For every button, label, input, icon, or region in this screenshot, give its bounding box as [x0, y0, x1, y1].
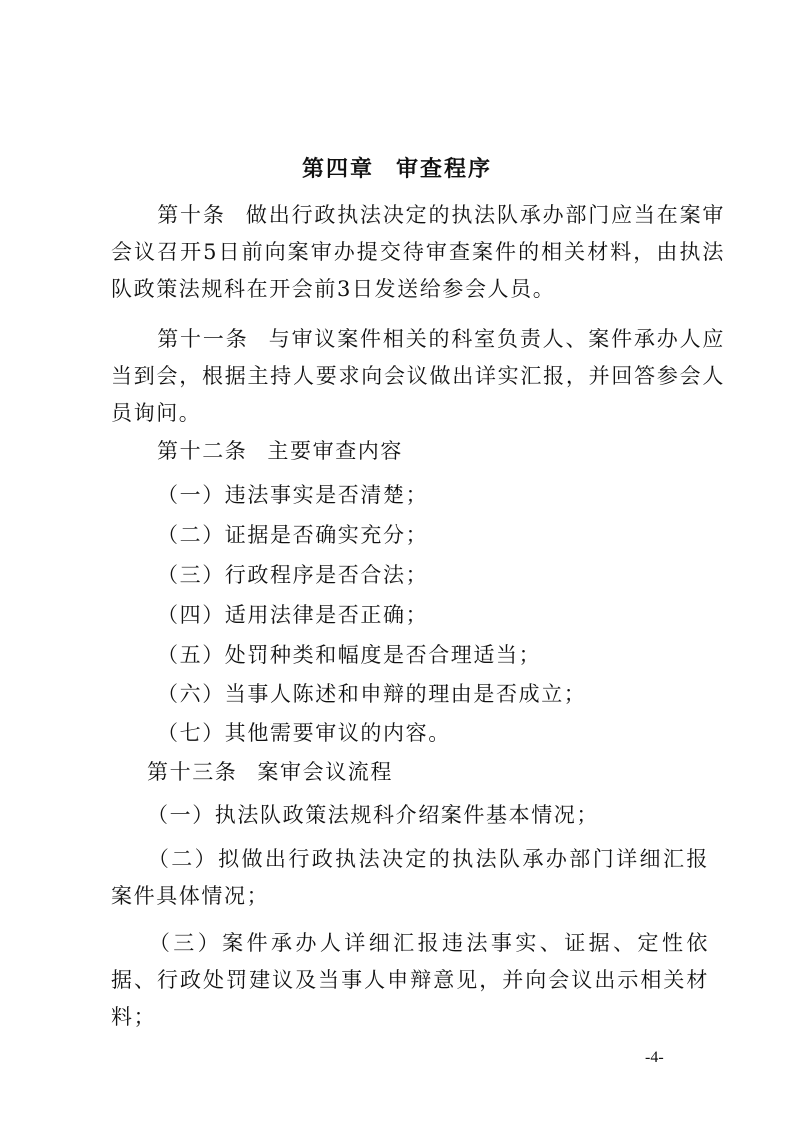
page-number: -4-	[645, 1049, 664, 1066]
article-13-item-3: （三）案件承办人详细汇报违法事实、证据、定性依据、行政处罚建议及当事人申辩意见，并向会议出示相关材料；	[111, 931, 709, 1029]
article-11-label: 第十一条	[157, 327, 249, 351]
article-13-heading	[147, 757, 393, 787]
chapter-number: 第四章	[301, 156, 374, 182]
article-12-item-1: （一）违法事实是否清楚；	[157, 483, 429, 507]
article-12-item-7: （七）其他需要审议的内容。	[157, 721, 451, 745]
chapter-heading	[0, 152, 794, 183]
article-12-item-5: （五）处罚种类和幅度是否合理适当；	[157, 643, 542, 667]
article-13-item-2: （二）拟做出行政执法决定的执法队承办部门详细汇报案件具体情况；	[111, 847, 709, 908]
article-12-heading	[157, 436, 403, 466]
article-10-label: 第十条	[157, 203, 226, 227]
article-10-paragraph	[111, 197, 725, 308]
article-10-text: 做出行政执法决定的执法队承办部门应当在案审会议召开5日前向案审办提交待审查案件的相关材料，由执法队政策法规科在开会前3日发送给参会人员。	[111, 203, 725, 301]
article-12-item-4: （四）适用法律是否正确；	[157, 603, 429, 627]
article-13-label: 第十三条	[147, 760, 238, 784]
article-13-title: 案审会议流程	[257, 760, 394, 784]
article-12-item-2: （二）证据是否确实充分；	[157, 523, 429, 547]
article-13-item-1: （一）执法队政策法规科介绍案件基本情况；	[147, 803, 599, 827]
chapter-name: 审查程序	[396, 156, 493, 182]
article-11-paragraph	[111, 321, 725, 432]
article-12-label: 第十二条	[157, 439, 248, 463]
article-11-text: 与审议案件相关的科室负责人、案件承办人应当到会，根据主持人要求向会议做出详实汇报，并回答参会人员询问。	[111, 327, 726, 425]
article-12-title: 主要审查内容	[267, 439, 404, 463]
article-12-item-3: （三）行政程序是否合法；	[157, 563, 429, 587]
article-12-item-6: （六）当事人陈述和申辩的理由是否成立；	[157, 682, 587, 706]
